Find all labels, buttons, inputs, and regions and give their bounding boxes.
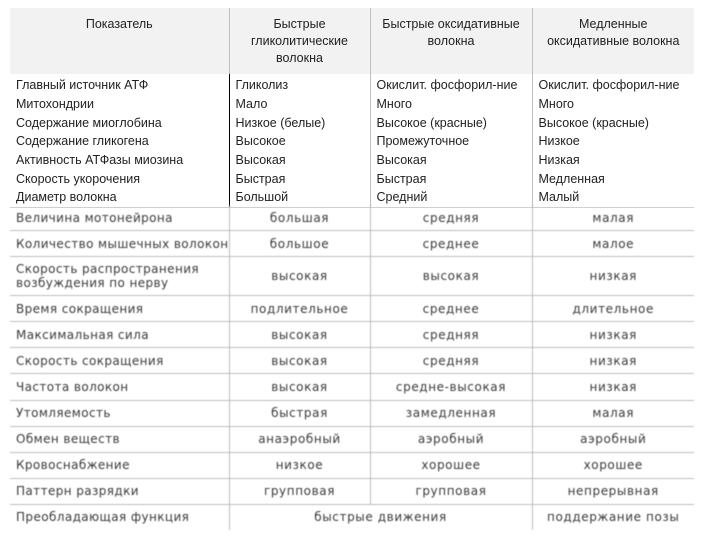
cell-fast-glycolytic: групповая [229,478,370,504]
header-slow-oxidative: Медленные оксидативные волокна [532,8,694,74]
header-fast-glycolytic: Быстрые гликолитические волокна [229,8,370,74]
table-row [10,296,694,322]
cell-slow-oxidative: Много [538,97,575,112]
table-row [10,95,694,114]
cell-slow-oxidative: хорошее [532,452,694,478]
cell-slow-oxidative: непрерывная [532,478,694,504]
row-label: Частота волокон [10,374,229,400]
cell-slow-oxidative: Низкая [538,153,580,168]
cell-slow-function: поддержание позы [547,510,680,525]
cell-fast-oxidative: средняя [370,205,532,231]
cell-fast-function: быстрые движения [229,504,532,530]
row-label: Скорость распространения возбуждения по нерву [10,257,229,296]
cell-slow-oxidative: Окислит. фосфорил-ние [538,78,680,93]
cell-fast-glycolytic: Большой [229,188,370,207]
table-header-row [10,8,694,74]
cell-slow-oxidative: длительное [532,296,694,322]
row-label: Утомляемость [10,400,229,426]
cell-fast-glycolytic: быстрая [229,400,370,426]
row-label: Активность АТФазы миозина [10,151,229,170]
cell-fast-glycolytic: высокая [229,257,370,296]
cell-fast-oxidative: среднее [370,231,532,257]
cell-slow-oxidative: Медленная [538,171,605,186]
cell-fast-oxidative: Высокое (красные) [370,113,532,132]
row-label: Диаметр волокна [10,188,229,207]
cell-fast-oxidative: средняя [370,348,532,374]
cell-slow-oxidative: низкая [532,322,694,348]
table-row [10,132,694,151]
table-row [10,151,694,170]
cell-fast-oxidative: хорошее [370,452,532,478]
row-label: Обмен веществ [10,426,229,452]
table-row [10,113,694,132]
cell-fast-oxidative: аэробный [370,426,532,452]
cell-fast-glycolytic: Мало [229,95,370,114]
cell-slow-oxidative: Малый [532,188,694,207]
row-label: Величина мотонейрона [10,205,229,231]
row-label: Кровоснабжение [10,452,229,478]
row-label: Скорость укорочения [10,169,229,188]
header-fast-oxidative: Быстрые оксидативные волокна [370,8,532,74]
cell-fast-oxidative: Промежуточное [370,132,532,151]
cell-slow-oxidative: Высокое (красные) [538,115,649,130]
table-row [10,400,694,426]
table-row [10,504,694,530]
cell-slow-oxidative: низкая [532,374,694,400]
cell-slow-oxidative: низкая [532,348,694,374]
header-indicator: Показатель [10,8,229,74]
table-row [10,205,694,231]
cell-fast-glycolytic: высокая [229,322,370,348]
cell-fast-glycolytic: Высокое [229,132,370,151]
cell-slow-oxidative: аэробный [532,426,694,452]
row-label: Количество мышечных волокон [10,231,229,257]
row-label: Максимальная сила [10,322,229,348]
row-label: Паттерн разрядки [10,478,229,504]
table-row [10,348,694,374]
cell-fast-oxidative: высокая [370,257,532,296]
table-row [10,231,694,257]
cell-fast-oxidative: групповая [370,478,532,504]
cell-fast-oxidative: замедленная [370,400,532,426]
cell-fast-oxidative: Средний [370,188,532,207]
cell-slow-oxidative: малое [532,231,694,257]
cell-slow-oxidative: Низкое [538,134,580,149]
cell-fast-glycolytic: Гликолиз [229,74,370,95]
cell-fast-oxidative: Много [370,95,532,114]
table-row [10,169,694,188]
cell-fast-glycolytic: Низкое (белые) [229,113,370,132]
row-label: Время сокращения [10,296,229,322]
row-label: Главный источник АТФ [10,74,229,95]
fiber-comparison-table [10,8,694,208]
cell-fast-oxidative: Окислит. фосфорил-ние [370,74,532,95]
cell-fast-glycolytic: подлительное [229,296,370,322]
table-row [10,257,694,296]
table-row [10,74,694,95]
cell-fast-glycolytic: анаэробный [229,426,370,452]
cell-slow-oxidative: малая [532,205,694,231]
table-row [10,374,694,400]
motor-unit-table [10,205,694,530]
cell-fast-oxidative: средняя [370,322,532,348]
cell-fast-glycolytic: Высокая [229,151,370,170]
cell-slow-oxidative: малая [532,400,694,426]
row-label: Скорость сокращения [10,348,229,374]
table-row [10,322,694,348]
cell-slow-oxidative: низкая [532,257,694,296]
row-label: Содержание миоглобина [10,113,229,132]
cell-fast-oxidative: среднее [370,296,532,322]
row-label: Митохондрии [10,95,229,114]
cell-fast-glycolytic: большое [229,231,370,257]
table-row [10,452,694,478]
table-row [10,426,694,452]
row-label: Содержание гликогена [10,132,229,151]
row-label: Преобладающая функция [10,504,229,530]
cell-fast-glycolytic: большая [229,205,370,231]
cell-fast-oxidative: средне-высокая [370,374,532,400]
cell-fast-glycolytic: Быстрая [229,169,370,188]
cell-fast-glycolytic: низкое [229,452,370,478]
cell-fast-oxidative: Высокая [370,151,532,170]
cell-fast-glycolytic: высокая [229,374,370,400]
cell-fast-glycolytic: высокая [229,348,370,374]
table-row [10,478,694,504]
cell-fast-oxidative: Быстрая [370,169,532,188]
